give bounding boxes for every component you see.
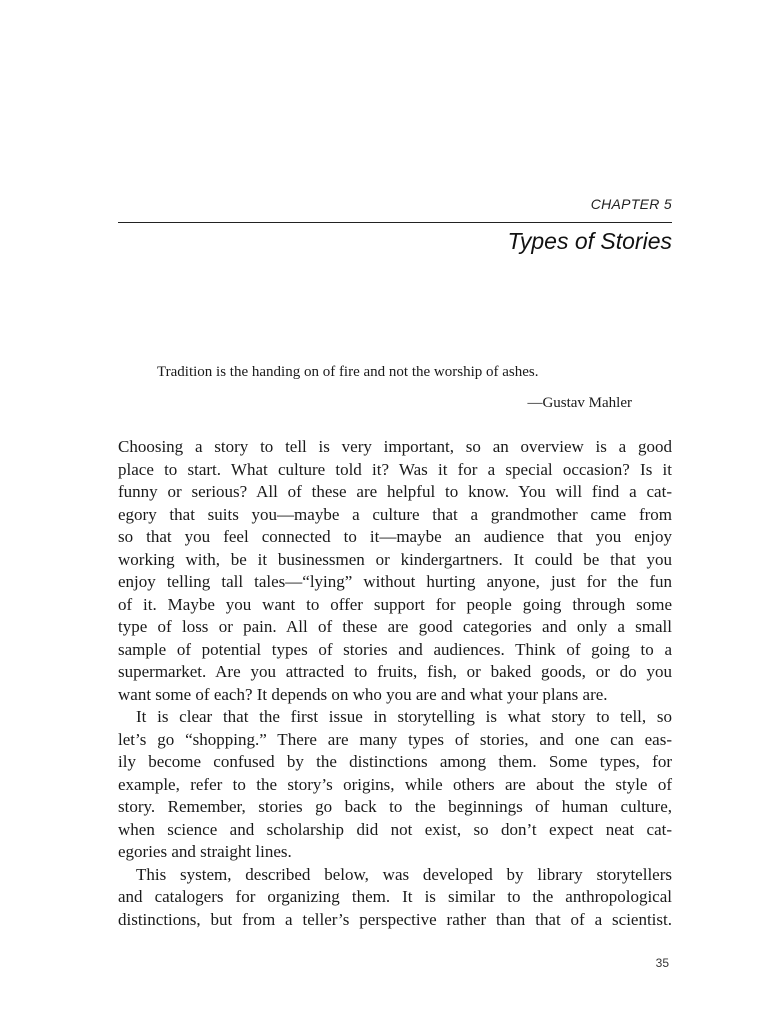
- epigraph-quote: Tradition is the handing on of fire and not the worship of ashes.: [157, 364, 539, 380]
- text-line: story. Remember, stories go back to the beginnings of human culture,: [118, 797, 672, 816]
- body-text: [118, 436, 672, 931]
- text-line: of it. Maybe you want to offer support for people going through some: [118, 594, 672, 614]
- text-line: example, refer to the story’s origins, while others are about the style of: [118, 774, 672, 794]
- text-line: It is clear that the first issue in storytelling is what story to tell, so: [136, 707, 672, 726]
- text-line: place to start. What culture told it? Was it for a special occasion? Is it: [118, 459, 672, 479]
- text-line: egories and straight lines.: [118, 842, 292, 861]
- text-line: This system, described below, was developed by library storytellers: [136, 864, 672, 884]
- text-line: working with, be it businessmen or kindergartners. It could be that you: [118, 549, 672, 569]
- text-line: and catalogers for organizing them. It is similar to the anthropological: [118, 887, 672, 906]
- text-line: want some of each? It depends on who you are and what your plans are.: [118, 684, 608, 704]
- epigraph-attribution: —Gustav Mahler: [527, 395, 632, 411]
- text-line: let’s go “shopping.” There are many types of stories, and one can eas-: [118, 729, 672, 749]
- chapter-label: CHAPTER 5: [590, 196, 672, 212]
- text-line: enjoy telling tall tales—“lying” without hurting anyone, just for the fun: [118, 572, 672, 591]
- text-line: supermarket. Are you attracted to fruits, fish, or baked goods, or do you: [118, 662, 672, 681]
- text-line: type of loss or pain. All of these are good categories and only a small: [118, 617, 672, 636]
- page-number: 35: [655, 956, 669, 970]
- text-line: so that you feel connected to it—maybe an audience that you enjoy: [118, 527, 672, 546]
- text-line: distinctions, but from a teller’s perspective rather than that of a scientist.: [118, 909, 672, 929]
- text-line: when science and scholarship did not exist, so don’t expect neat cat-: [118, 819, 672, 839]
- header-rule: [118, 222, 672, 223]
- text-line: Choosing a story to tell is very important, so an overview is a good: [118, 437, 672, 456]
- text-line: ily become confused by the distinctions among them. Some types, for: [118, 752, 672, 771]
- chapter-title: Types of Stories: [507, 228, 672, 254]
- text-line: egory that suits you—maybe a culture that a grandmother came from: [118, 504, 672, 524]
- text-line: sample of potential types of stories and audiences. Think of going to a: [118, 639, 672, 659]
- text-line: funny or serious? All of these are helpful to know. You will find a cat-: [118, 482, 672, 501]
